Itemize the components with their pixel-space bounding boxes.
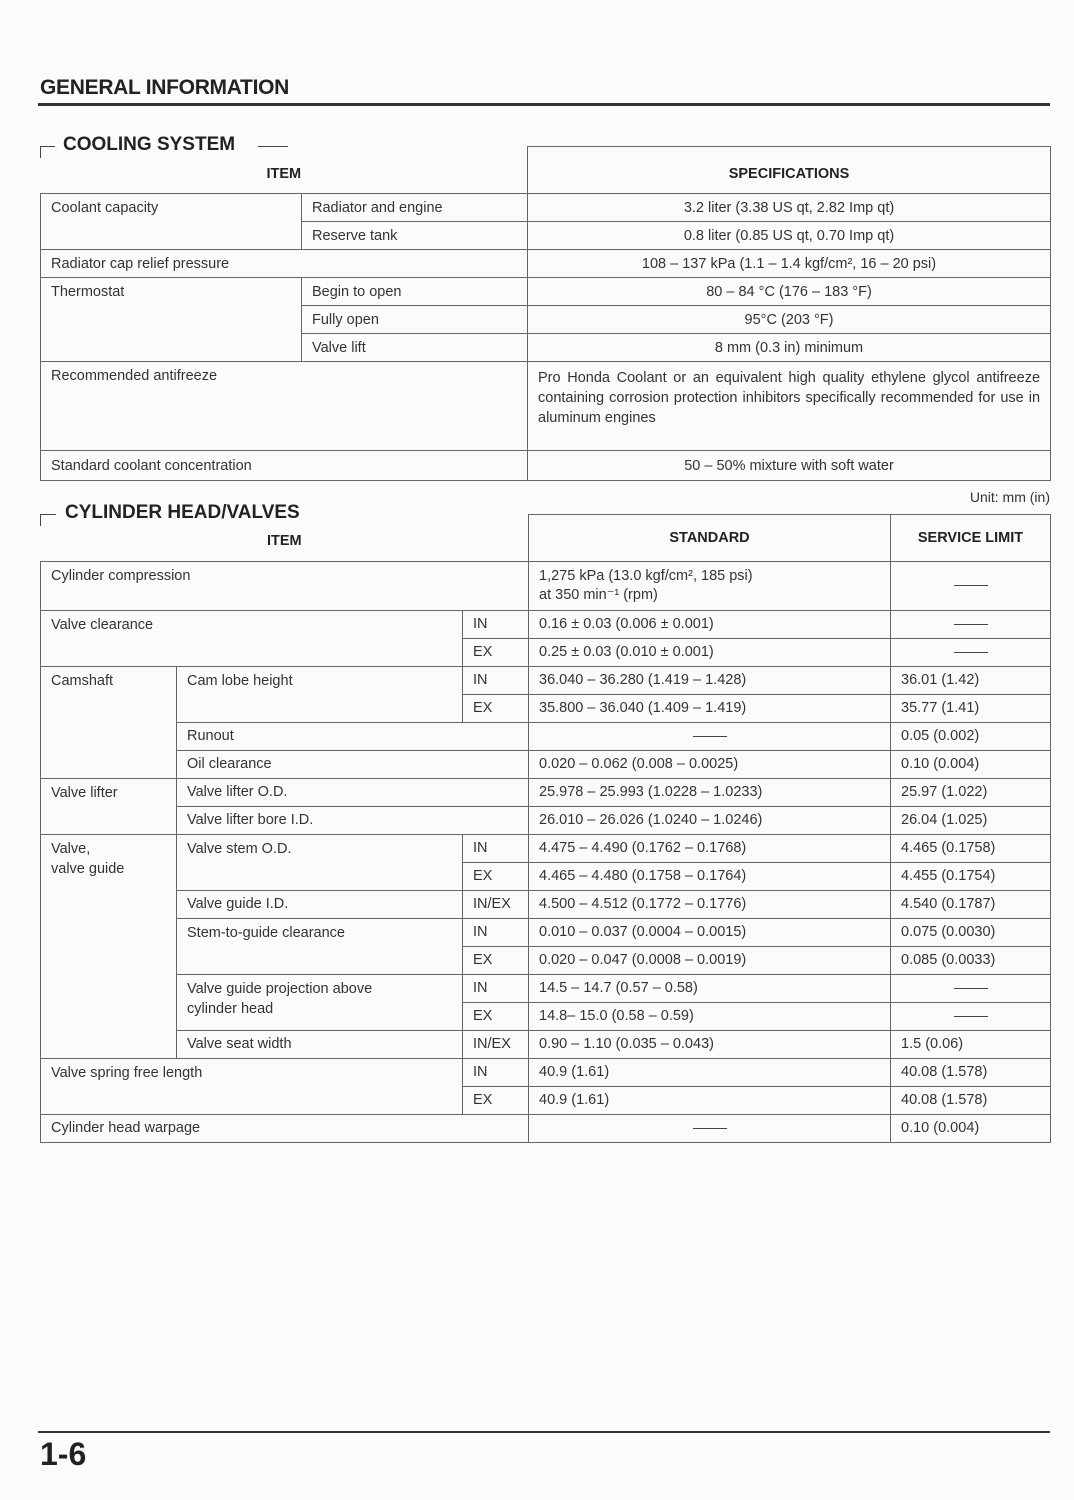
radiator-engine-value: 3.2 liter (3.38 US qt, 2.82 Imp qt) <box>528 194 1051 222</box>
valve-lifter-label: Valve lifter <box>41 778 177 834</box>
concentration-value: 50 – 50% mixture with soft water <box>528 451 1051 481</box>
col-item: ITEM <box>41 147 528 194</box>
in-label: IN <box>463 834 529 862</box>
ex-label: EX <box>463 1002 529 1030</box>
sg-in-limit: 0.075 (0.0030) <box>891 918 1051 946</box>
cam-in-standard: 36.040 – 36.280 (1.419 – 1.428) <box>529 666 891 694</box>
lifter-od-standard: 25.978 – 25.993 (1.0228 – 1.0233) <box>529 778 891 806</box>
coolant-capacity-label: Coolant capacity <box>41 194 302 250</box>
ex-label: EX <box>463 694 529 722</box>
spring-in-standard: 40.9 (1.61) <box>529 1058 891 1086</box>
cam-lobe-label: Cam lobe height <box>177 666 463 722</box>
compression-value <box>529 561 891 610</box>
concentration-label: Standard coolant concentration <box>41 451 528 481</box>
in-label: IN <box>463 610 529 638</box>
cylinder-spec-table <box>40 514 1051 1143</box>
lifter-od-label: Valve lifter O.D. <box>177 778 529 806</box>
fully-open-label: Fully open <box>302 306 528 334</box>
oil-standard: 0.020 – 0.062 (0.008 – 0.0025) <box>529 750 891 778</box>
inex-label: IN/EX <box>463 1030 529 1058</box>
in-label: IN <box>463 974 529 1002</box>
vc-ex-limit <box>891 638 1051 666</box>
stem-ex-standard: 4.465 – 4.480 (0.1758 – 0.1764) <box>529 862 891 890</box>
cam-in-limit: 36.01 (1.42) <box>891 666 1051 694</box>
cylinder-section-title: CYLINDER HEAD/VALVES <box>57 502 308 524</box>
vc-ex-standard: 0.25 ± 0.03 (0.010 ± 0.001) <box>529 638 891 666</box>
spring-ex-standard: 40.9 (1.61) <box>529 1086 891 1114</box>
guide-id-standard: 4.500 – 4.512 (0.1772 – 0.1776) <box>529 890 891 918</box>
in-label: IN <box>463 1058 529 1086</box>
fully-open-value: 95°C (203 °F) <box>528 306 1051 334</box>
oil-limit: 0.10 (0.004) <box>891 750 1051 778</box>
cooling-spec-table <box>40 146 1051 481</box>
seat-width-label: Valve seat width <box>177 1030 463 1058</box>
ex-label: EX <box>463 946 529 974</box>
compression-label: Cylinder compression <box>41 561 529 610</box>
valve-guide-label-line2: valve guide <box>51 860 125 877</box>
stem-guide-label: Stem-to-guide clearance <box>177 918 463 974</box>
begin-open-label: Begin to open <box>302 278 528 306</box>
guide-id-limit: 4.540 (0.1787) <box>891 890 1051 918</box>
stem-in-standard: 4.475 – 4.490 (0.1762 – 0.1768) <box>529 834 891 862</box>
proj-ex-standard: 14.8– 15.0 (0.58 – 0.59) <box>529 1002 891 1030</box>
stem-od-label: Valve stem O.D. <box>177 834 463 890</box>
dash <box>954 585 988 586</box>
ex-label: EX <box>463 1086 529 1114</box>
valve-lift-label: Valve lift <box>302 334 528 362</box>
lifter-bore-label: Valve lifter bore I.D. <box>177 806 529 834</box>
begin-open-value: 80 – 84 °C (176 – 183 °F) <box>528 278 1051 306</box>
vc-in-limit <box>891 610 1051 638</box>
vc-in-standard: 0.16 ± 0.03 (0.006 ± 0.001) <box>529 610 891 638</box>
runout-label: Runout <box>177 722 529 750</box>
projection-label <box>177 974 463 1030</box>
radiator-engine-label: Radiator and engine <box>302 194 528 222</box>
compression-value-line1: 1,275 kPa (13.0 kgf/cm², 185 psi) <box>539 567 753 584</box>
footer-rule <box>38 1431 1050 1433</box>
ex-label: EX <box>463 638 529 666</box>
proj-ex-limit <box>891 1002 1051 1030</box>
seat-standard: 0.90 – 1.10 (0.035 – 0.043) <box>529 1030 891 1058</box>
runout-standard <box>529 722 891 750</box>
inex-label: IN/EX <box>463 890 529 918</box>
stem-ex-limit: 4.455 (0.1754) <box>891 862 1051 890</box>
lifter-bore-standard: 26.010 – 26.026 (1.0240 – 1.0246) <box>529 806 891 834</box>
sg-ex-limit: 0.085 (0.0033) <box>891 946 1051 974</box>
col-specifications: SPECIFICATIONS <box>528 147 1051 194</box>
guide-id-label: Valve guide I.D. <box>177 890 463 918</box>
camshaft-label: Camshaft <box>41 666 177 778</box>
col-item: ITEM <box>41 515 529 562</box>
runout-limit: 0.05 (0.002) <box>891 722 1051 750</box>
antifreeze-label: Recommended antifreeze <box>41 362 528 451</box>
cooling-section-title: COOLING SYSTEM <box>55 134 243 156</box>
projection-label-line2: cylinder head <box>187 1000 274 1017</box>
warpage-limit: 0.10 (0.004) <box>891 1114 1051 1142</box>
stem-in-limit: 4.465 (0.1758) <box>891 834 1051 862</box>
sg-in-standard: 0.010 – 0.037 (0.0004 – 0.0015) <box>529 918 891 946</box>
projection-label-line1: Valve guide projection above <box>187 980 373 997</box>
col-service-limit: SERVICE LIMIT <box>891 515 1051 562</box>
dash <box>954 1016 988 1017</box>
dash <box>954 652 988 653</box>
dash <box>954 624 988 625</box>
page-number: 1-6 <box>40 1436 87 1472</box>
spring-label: Valve spring free length <box>41 1058 463 1114</box>
valve-guide-label <box>41 834 177 1058</box>
page-title: GENERAL INFORMATION <box>40 76 290 99</box>
unit-label: Unit: mm (in) <box>969 489 1050 505</box>
dash <box>954 988 988 989</box>
dash <box>693 736 727 737</box>
spring-ex-limit: 40.08 (1.578) <box>891 1086 1051 1114</box>
seat-limit: 1.5 (0.06) <box>891 1030 1051 1058</box>
thermostat-label: Thermostat <box>41 278 302 362</box>
proj-in-standard: 14.5 – 14.7 (0.57 – 0.58) <box>529 974 891 1002</box>
header-rule <box>38 103 1050 106</box>
antifreeze-value: Pro Honda Coolant or an equivalent high quality ethylene glycol antifreeze containing corrosion protection inhibitors specifically recommended for use in aluminum engines <box>528 362 1051 451</box>
cam-ex-limit: 35.77 (1.41) <box>891 694 1051 722</box>
reserve-tank-label: Reserve tank <box>302 222 528 250</box>
lifter-od-limit: 25.97 (1.022) <box>891 778 1051 806</box>
valve-lift-value: 8 mm (0.3 in) minimum <box>528 334 1051 362</box>
lifter-bore-limit: 26.04 (1.025) <box>891 806 1051 834</box>
proj-in-limit <box>891 974 1051 1002</box>
warpage-label: Cylinder head warpage <box>41 1114 529 1142</box>
dash <box>693 1128 727 1129</box>
sg-ex-standard: 0.020 – 0.047 (0.0008 – 0.0019) <box>529 946 891 974</box>
valve-guide-label-line1: Valve, <box>51 840 91 857</box>
cap-pressure-value: 108 – 137 kPa (1.1 – 1.4 kgf/cm², 16 – 20 psi) <box>528 250 1051 278</box>
cam-ex-standard: 35.800 – 36.040 (1.409 – 1.419) <box>529 694 891 722</box>
reserve-tank-value: 0.8 liter (0.85 US qt, 0.70 Imp qt) <box>528 222 1051 250</box>
in-label: IN <box>463 666 529 694</box>
warpage-standard <box>529 1114 891 1142</box>
cap-pressure-label: Radiator cap relief pressure <box>41 250 528 278</box>
oil-clearance-label: Oil clearance <box>177 750 529 778</box>
compression-value-line2: at 350 min⁻¹ (rpm) <box>539 586 658 603</box>
valve-clearance-label: Valve clearance <box>41 610 463 666</box>
spring-in-limit: 40.08 (1.578) <box>891 1058 1051 1086</box>
ex-label: EX <box>463 862 529 890</box>
compression-limit <box>891 561 1051 610</box>
in-label: IN <box>463 918 529 946</box>
col-standard: STANDARD <box>529 515 891 562</box>
